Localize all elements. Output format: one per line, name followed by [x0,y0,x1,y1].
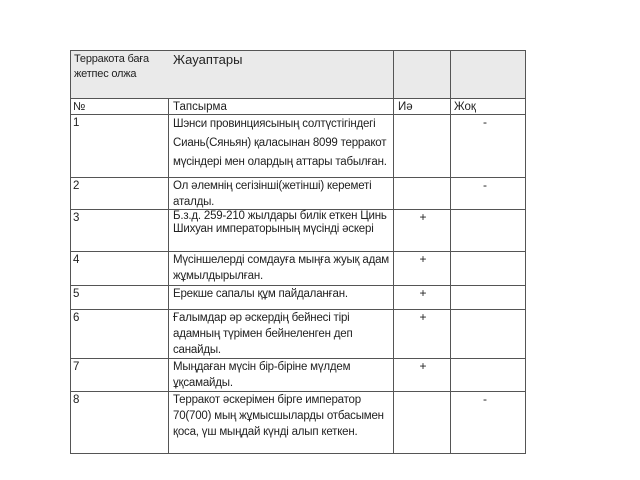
row-1-task: Шэнси провинциясының солтүстігіндегі Сиань(Сяньян) қаласынан 8099 терракот мүсіндері мен олардың аттары табылған. [173,118,387,168]
row-6-task: Ғалымдар әр әскердің бейнесі тірі адамның түрімен бейнеленген деп санайды. [173,312,353,356]
row-2-no: - [483,178,487,192]
answers-label: Жауаптары [173,52,243,67]
row-2-num: 2 [73,180,80,192]
row-8-task: Терракот әскерімен бірге император 70(700) мың жұмысшыларды отбасымен қоса, үш мыңдай күнді алып кеткен. [173,394,384,438]
row-5-num: 5 [73,288,80,300]
table-border-bottom [70,453,526,454]
table-border-top [70,50,526,51]
row-6-num: 6 [73,312,80,324]
row-3-yes: + [419,210,427,224]
column-header-yes: Иә [398,101,413,113]
column-header-no: Жоқ [454,101,476,113]
num-task-divider [168,98,169,454]
row-7-num: 7 [73,361,80,373]
table-border-right [525,50,526,454]
row-5-task: Ерекше сапалы құм пайдаланған. [173,288,348,300]
row-4-num: 4 [73,254,80,266]
row-5-yes: + [419,286,427,300]
row-8-no: - [483,392,487,406]
row-3-task: Б.з.д. 259-210 жылдары билік еткен Цинь Шихуан императорының мүсінді әскері [173,210,387,235]
row-2-task: Ол әлемнің сегізінші(жетінші) кереметі аталды. [173,180,372,208]
column-header-num: № [73,101,86,113]
row-1-no: - [483,115,487,129]
table-border-left [70,50,71,454]
row-3-num: 3 [73,212,80,224]
row-6-yes: + [419,310,427,324]
yes-no-divider [450,50,451,454]
row-4-task: Мүсіншелерді сомдауға мыңға жуық адам жұмылдырылған. [173,254,389,282]
row-1-num: 1 [73,117,80,129]
task-yes-divider [393,50,394,454]
row-4-yes: + [419,252,427,266]
row-7-yes: + [419,359,427,373]
column-header-task: Тапсырма [173,101,227,113]
row-7-task: Мыңдаған мүсін бір-біріне мүлдем ұқсамайды. [173,361,351,389]
row-8-num: 8 [73,394,80,406]
table-title: Терракота баға жетпес олжа [74,53,149,80]
